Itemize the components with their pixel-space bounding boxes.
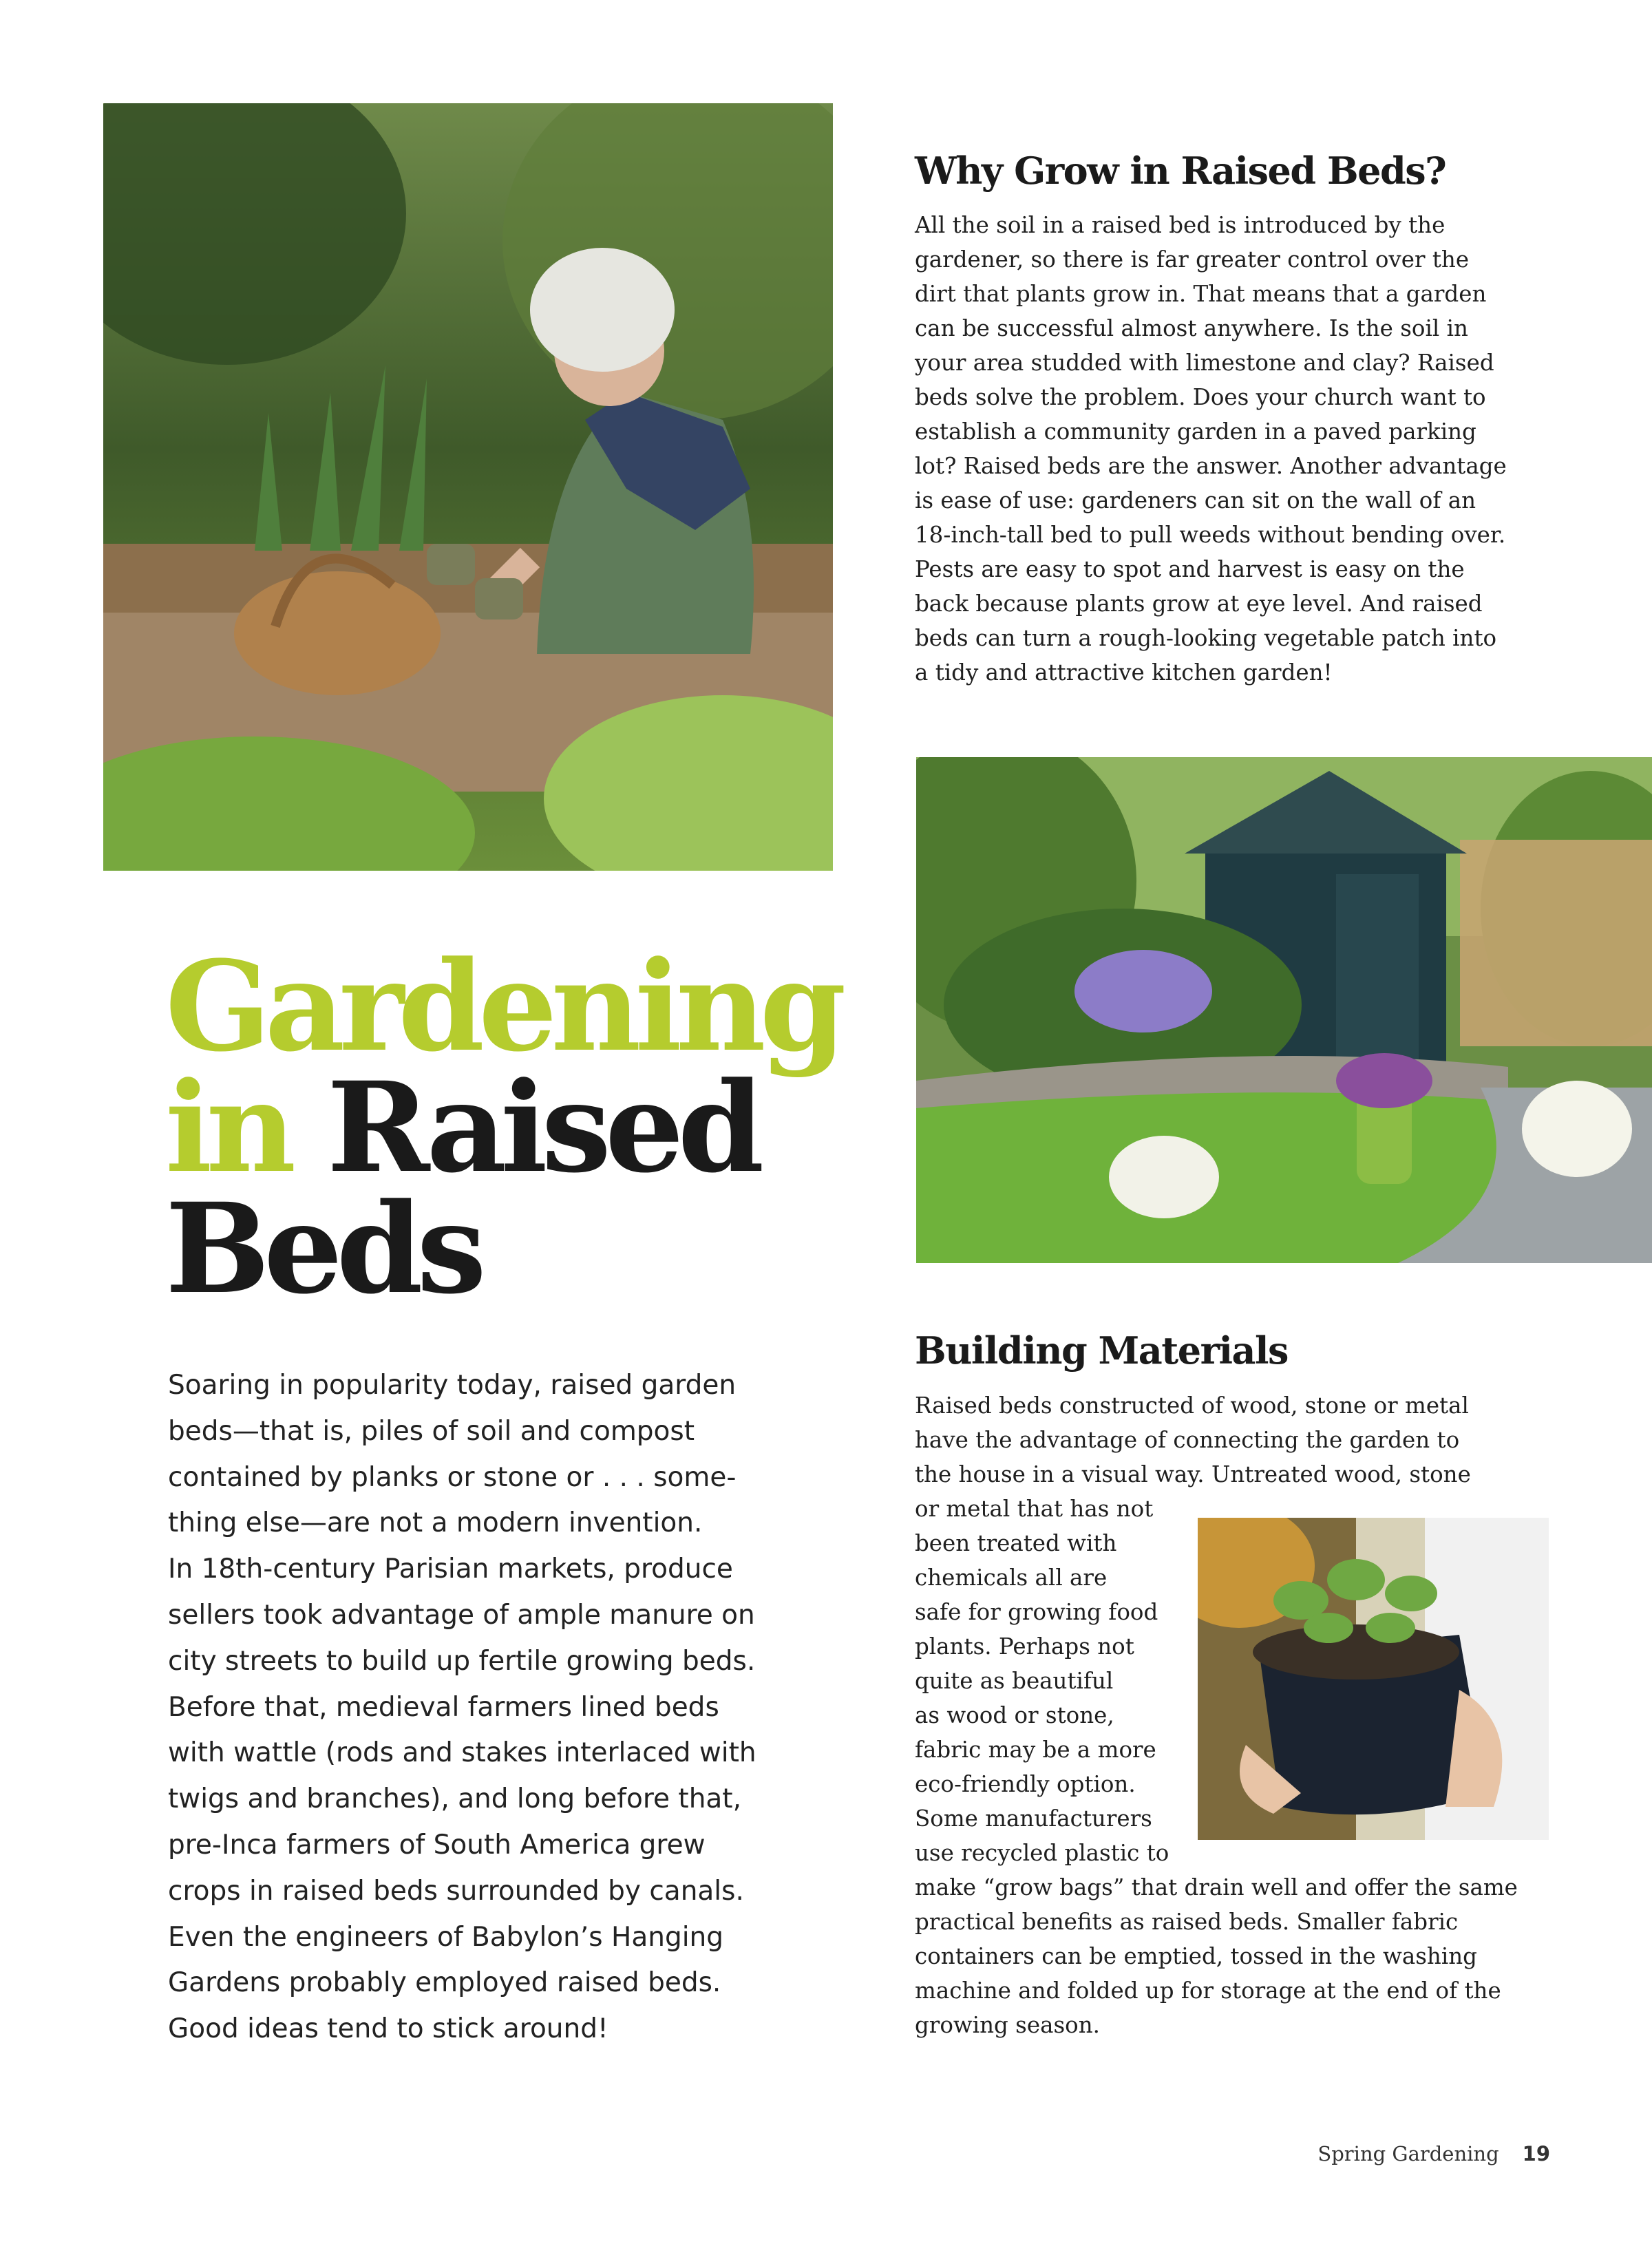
materials-line: Raised beds constructed of wood, stone or metal [915, 1392, 1469, 1419]
materials-line: safe for growing food [915, 1599, 1158, 1625]
why-line: 18-inch-tall bed to pull weeds without bending over. [915, 522, 1506, 548]
why-line: can be successful almost anywhere. Is the soil in [915, 315, 1468, 341]
materials-line: eco-friendly option. [915, 1771, 1136, 1797]
why-line: All the soil in a raised bed is introduced by the [915, 212, 1446, 238]
materials-line: fabric may be a more [915, 1737, 1156, 1763]
why-line: Pests are easy to spot and harvest is easy on the [915, 556, 1465, 582]
article-headline [165, 934, 840, 1322]
intro-line: Even the engineers of Babylon’s Hanging [168, 1921, 724, 1953]
why-line: lot? Raised beds are the answer. Another advantage [915, 453, 1507, 479]
intro-line: Soaring in popularity today, raised garden [168, 1370, 737, 1401]
materials-line: chemicals all are [915, 1565, 1108, 1591]
headline-word-raised: Raised [326, 1055, 759, 1200]
why-line: gardener, so there is far greater control over the [915, 246, 1470, 273]
materials-line: the house in a visual way. Untreated wood, stone [915, 1461, 1471, 1487]
page-number: 19 [1522, 2142, 1550, 2165]
materials-line: been treated with [915, 1530, 1117, 1556]
why-grow-heading: Why Grow in Raised Beds? [915, 149, 1446, 193]
building-materials-body [915, 1388, 1518, 2042]
materials-line: or metal that has not [915, 1496, 1154, 1522]
headline-word-in: in [165, 1055, 290, 1200]
materials-line: growing season. [915, 2012, 1100, 2038]
materials-line: plants. Perhaps not [915, 1633, 1134, 1660]
why-line: back because plants grow at eye level. And raised [915, 591, 1483, 617]
why-line: a tidy and attractive kitchen garden! [915, 659, 1333, 686]
intro-line: thing else—are not a modern invention. [168, 1507, 703, 1539]
why-line: beds solve the problem. Does your church want to [915, 384, 1486, 410]
intro-line: city streets to build up fertile growing beds. [168, 1645, 756, 1677]
materials-line: quite as beautiful [915, 1668, 1114, 1694]
why-line: is ease of use: gardeners can sit on the wall of an [915, 487, 1476, 513]
intro-line: twigs and branches), and long before that, [168, 1783, 741, 1815]
intro-line: contained by planks or stone or . . . some- [168, 1461, 737, 1493]
garden-shed-photo [916, 757, 1652, 1263]
page-footer [1317, 2142, 1550, 2165]
materials-line: Some manufacturers [915, 1805, 1152, 1832]
materials-line: as wood or stone, [915, 1702, 1114, 1728]
why-line: establish a community garden in a paved parking [915, 419, 1476, 445]
materials-line: containers can be emptied, tossed in the washing [915, 1943, 1477, 1969]
why-grow-body [915, 208, 1507, 690]
intro-line: crops in raised beds surrounded by canals. [168, 1875, 744, 1907]
intro-line: sellers took advantage of ample manure on [168, 1599, 755, 1631]
gardener-photo [103, 103, 833, 871]
materials-line: have the advantage of connecting the garden to [915, 1427, 1460, 1453]
intro-line: Good ideas tend to stick around! [168, 2013, 608, 2045]
materials-line: machine and folded up for storage at the end of the [915, 1978, 1501, 2004]
intro-line: pre-Inca farmers of South America grew [168, 1829, 706, 1861]
materials-line: make “grow bags” that drain well and offer the same [915, 1874, 1518, 1900]
materials-line: practical benefits as raised beds. Smaller fabric [915, 1909, 1459, 1935]
materials-line: use recycled plastic to [915, 1840, 1169, 1866]
building-materials-heading: Building Materials [915, 1328, 1288, 1373]
why-line: beds can turn a rough-looking vegetable patch into [915, 625, 1497, 651]
headline-word-gardening: Gardening [165, 934, 840, 1079]
intro-line: beds—that is, piles of soil and compost [168, 1415, 695, 1447]
intro-paragraph [168, 1363, 787, 2053]
headline-word-beds: Beds [165, 1176, 480, 1322]
intro-line: with wattle (rods and stakes interlaced with [168, 1737, 756, 1769]
intro-line: Gardens probably employed raised beds. [168, 1967, 721, 1999]
publication-title: Spring Gardening [1317, 2142, 1499, 2165]
why-line: dirt that plants grow in. That means that a garden [915, 281, 1487, 307]
intro-line: Before that, medieval farmers lined beds [168, 1691, 719, 1723]
why-line: your area studded with limestone and clay? Raised [915, 350, 1494, 376]
intro-line: In 18th-century Parisian markets, produce [168, 1554, 733, 1585]
